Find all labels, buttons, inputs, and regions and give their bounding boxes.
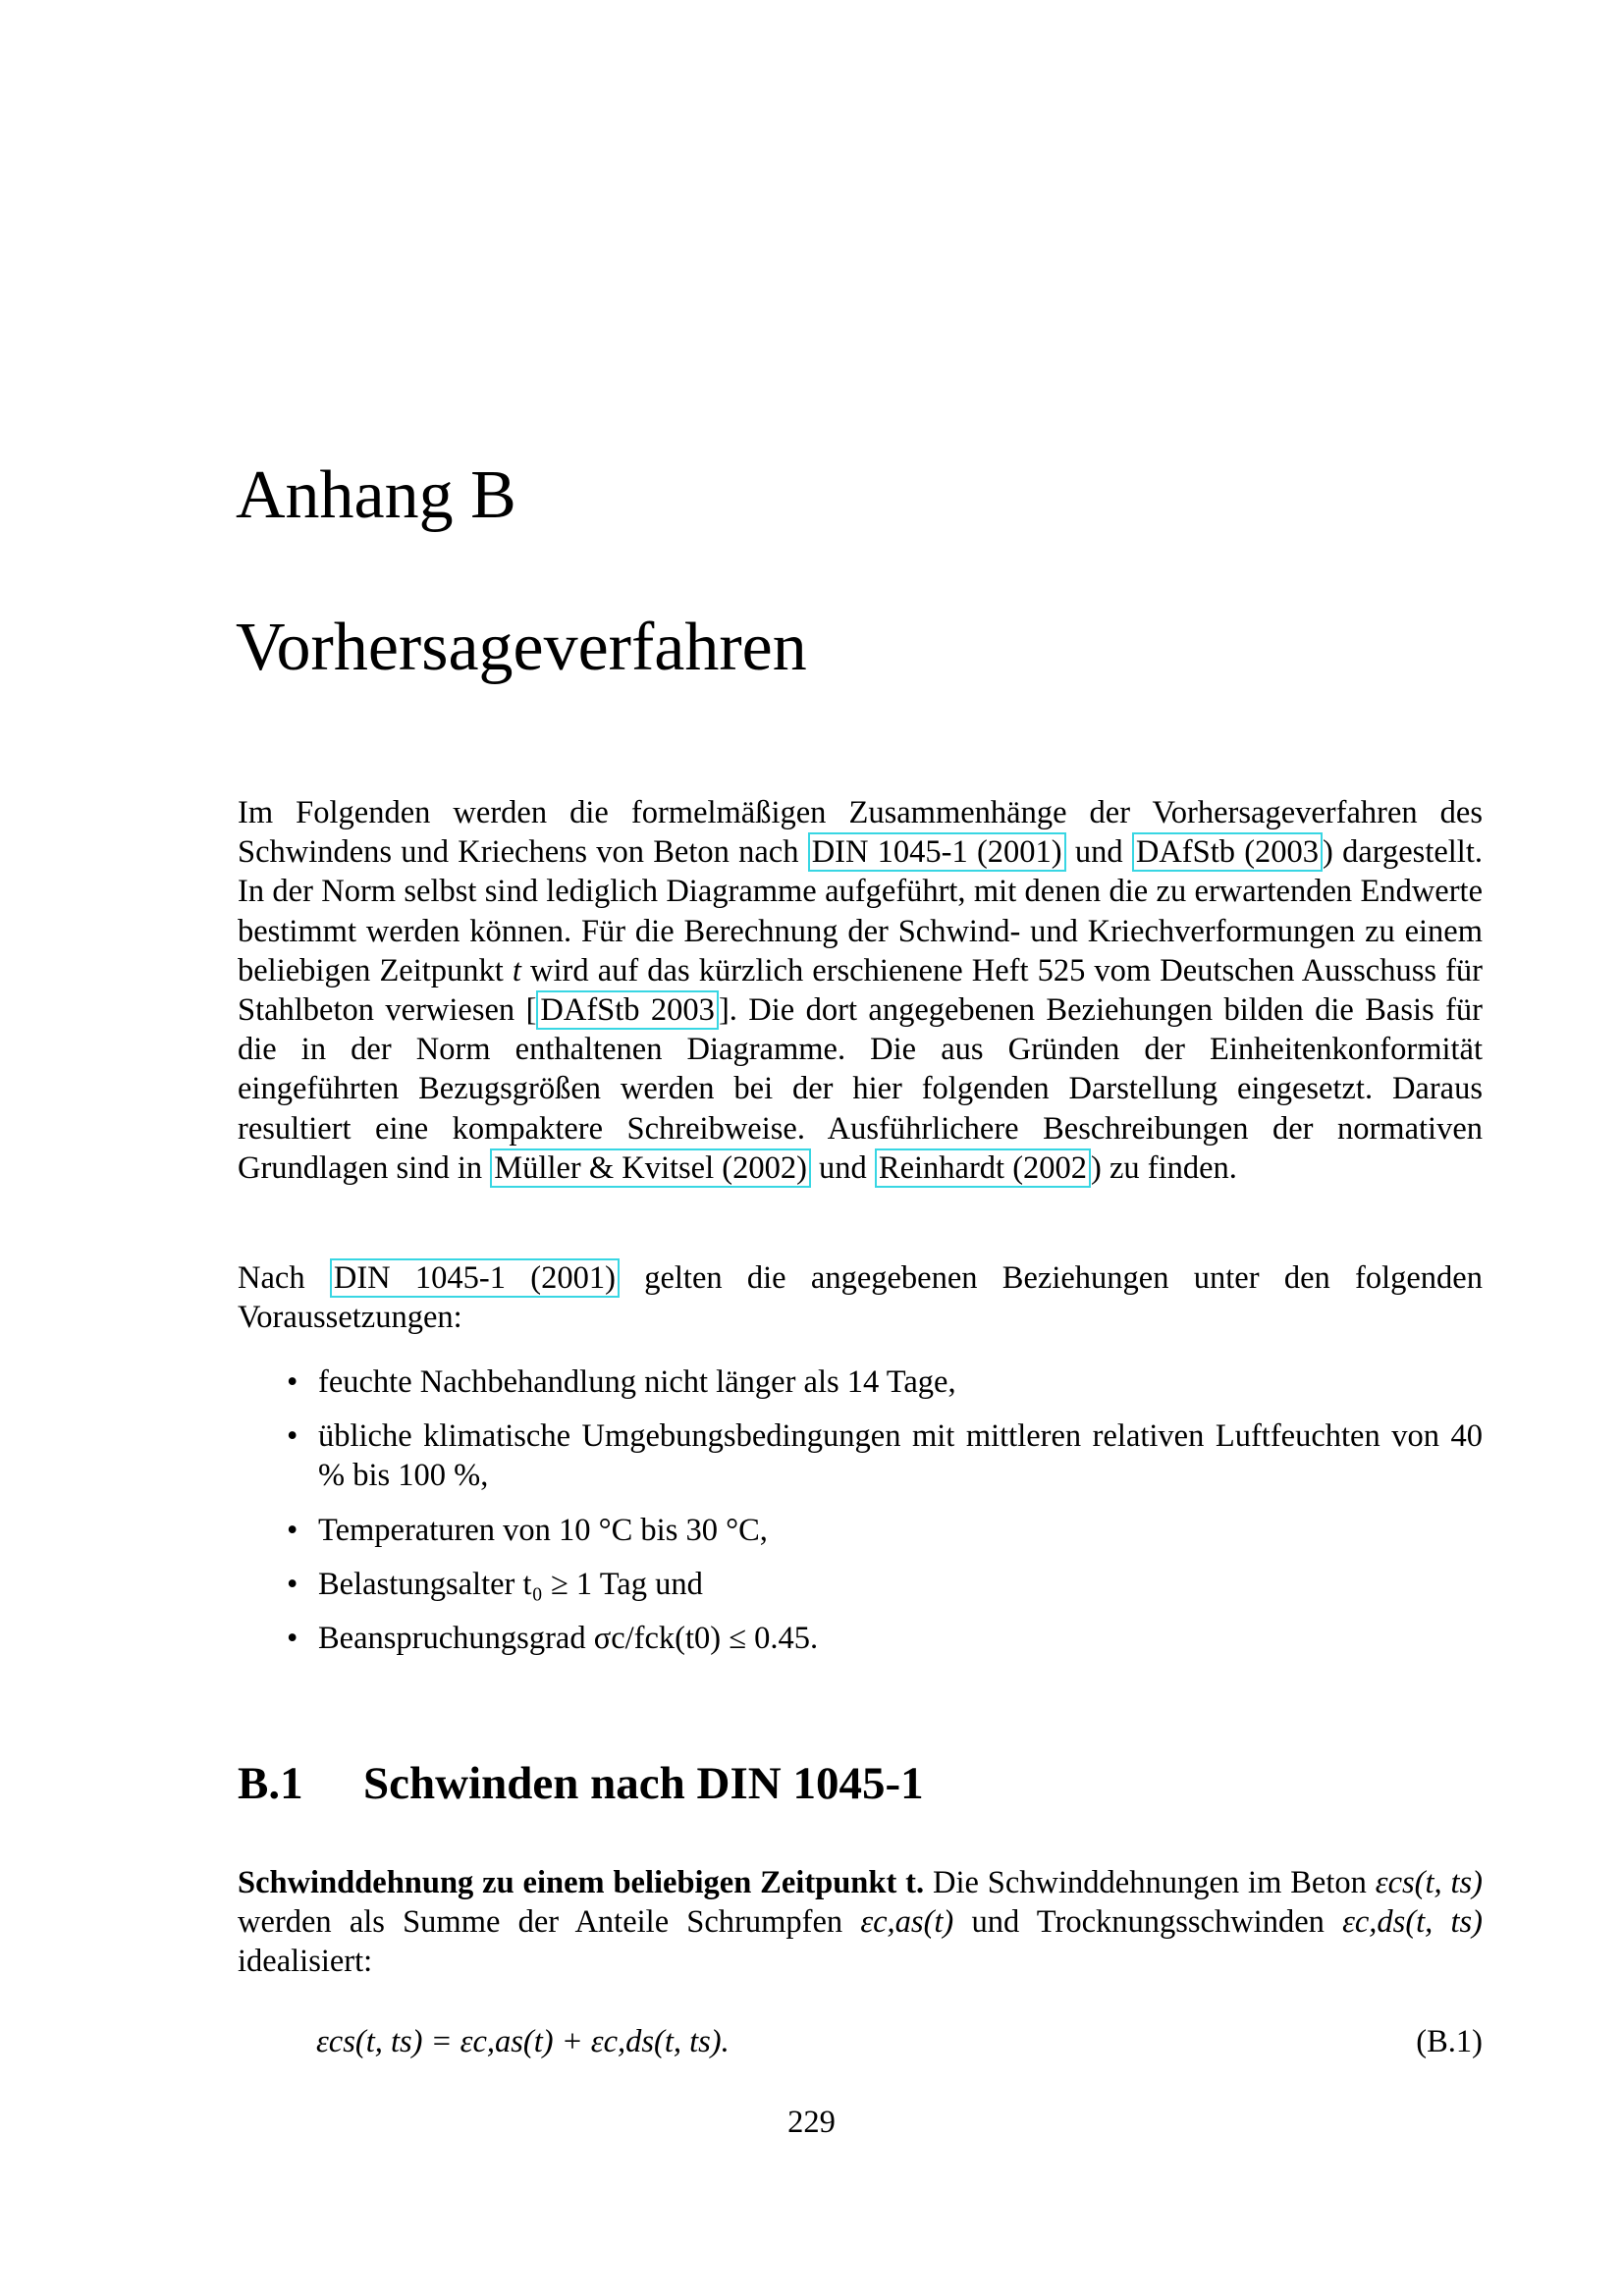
text: gelten die angegebenen Beziehungen unter den folgenden Voraussetzungen: xyxy=(238,1260,1483,1336)
section-heading xyxy=(238,1757,924,1810)
list-item-text: Belastungsalter t₀ ≥ 1 Tag und xyxy=(318,1566,703,1602)
math-variable: t xyxy=(512,952,521,988)
bullet-icon: • xyxy=(287,1512,298,1548)
shrinkage-paragraph xyxy=(238,1863,1483,1982)
text: und xyxy=(810,1149,875,1186)
bullet-icon: • xyxy=(287,1566,298,1602)
equation-number: (B.1) xyxy=(1416,2024,1483,2059)
citation-link[interactable]: Müller & Kvitsel (2002) xyxy=(490,1148,811,1188)
text: und Trocknungsschwinden xyxy=(953,1904,1343,1941)
list-item xyxy=(238,1565,1483,1604)
citation-link[interactable]: DAfStb 2003 xyxy=(536,990,719,1030)
text: wird auf das kürzlich erschienene Heft 525 vom Deutschen Ausschuss für Stahlbeton verwiesen [ xyxy=(238,952,1483,1029)
conditions-list xyxy=(238,1362,1483,1673)
text: ) dargestellt. In der Norm selbst sind lediglich Diagramme aufgeführt, mit denen die zu erwartenden Endwerte bestimmt werden können. Für die Berechnung der Schwind- und Kriechverformungen zu einem beliebigen Zeitpunkt xyxy=(238,834,1483,988)
text: Im Folgenden werden die formelmäßigen Zusammenhänge der Vorhersageverfahren des Schwindens und Kriechens von Beton nach xyxy=(238,795,1483,871)
text: ) zu finden. xyxy=(1091,1149,1237,1186)
list-item xyxy=(238,1416,1483,1495)
chapter-label: Anhang B xyxy=(236,457,516,533)
list-item-text: übliche klimatische Umgebungsbedingungen mit mittleren relativen Luftfeuchten von 40 % bis 100 %, xyxy=(318,1418,1483,1494)
text: ]. Die dort angegebenen Beziehungen bilden die Basis für die in der Norm enthaltenen Diagramme. Die aus Gründen der Einheitenkonformität eingeführten Bezugsgrößen werden bei der hier folgenden Darstellung eingesetzt. Daraus resultiert eine kompaktere Schreibweise. Ausführlichere Beschreibungen der normativen Grundlagen sind in xyxy=(238,992,1483,1186)
conditions-paragraph xyxy=(238,1258,1483,1337)
citation-link[interactable]: Reinhardt (2002 xyxy=(875,1148,1091,1188)
math-inline: εcs(t, ts) xyxy=(1375,1865,1484,1900)
paragraph-heading: Schwinddehnung zu einem beliebigen Zeitpunkt t. xyxy=(238,1865,925,1900)
citation-link[interactable]: DIN 1045-1 (2001) xyxy=(808,832,1066,872)
section-number: B.1 xyxy=(238,1758,303,1809)
list-item-text: Beanspruchungsgrad σc/fck(t0) ≤ 0.45. xyxy=(318,1621,819,1657)
bullet-icon: • xyxy=(287,1418,298,1455)
section-title: Schwinden nach DIN 1045-1 xyxy=(363,1758,924,1809)
citation-link[interactable]: DIN 1045-1 (2001) xyxy=(330,1258,620,1298)
text: Die Schwinddehnungen im Beton xyxy=(924,1865,1376,1900)
citation-link[interactable]: DAfStb (2003 xyxy=(1132,832,1323,872)
intro-paragraph xyxy=(238,793,1483,1188)
list-item-text: feuchte Nachbehandlung nicht länger als 14 Tage, xyxy=(318,1364,956,1400)
page-number: 229 xyxy=(787,2105,836,2140)
text: idealisiert: xyxy=(238,1944,373,1980)
equation-formula: εcs(t, ts) = εc,as(t) + εc,ds(t, ts). xyxy=(316,2024,730,2059)
bullet-icon: • xyxy=(287,1364,298,1400)
chapter-title: Vorhersageverfahren xyxy=(236,610,807,685)
list-item xyxy=(238,1511,1483,1550)
list-item xyxy=(238,1619,1483,1658)
math-inline: εc,ds(t, ts) xyxy=(1342,1904,1483,1941)
bullet-icon: • xyxy=(287,1621,298,1657)
text: Nach xyxy=(238,1260,330,1296)
math-inline: εc,as(t) xyxy=(860,1904,954,1941)
list-item xyxy=(238,1362,1483,1402)
list-item-text: Temperaturen von 10 °C bis 30 °C, xyxy=(318,1512,768,1548)
text: und xyxy=(1065,834,1132,871)
text: werden als Summe der Anteile Schrumpfen xyxy=(238,1904,861,1941)
